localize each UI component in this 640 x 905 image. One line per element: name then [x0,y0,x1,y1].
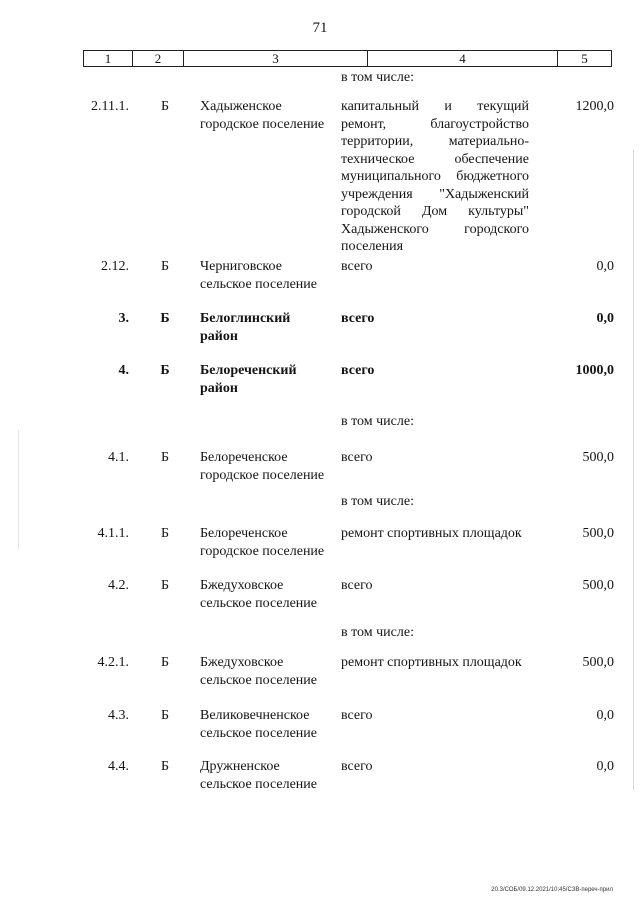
header-col-4: 4 [368,51,558,66]
footer-code: 20.3/СОБ/09.12.2021/10:45/СЗВ-переч-прил [491,887,613,893]
row-amount: 500,0 [582,526,614,541]
row-name: Дружненское сельское поселение [200,759,317,792]
row-type: Б [160,99,170,114]
row-type: Б [160,759,170,774]
row-amount: 1200,0 [575,99,614,114]
row-purpose: всего [341,363,375,378]
row-name: Хадыженское городское поселение [200,99,325,132]
row-purpose: ремонт спортивных площадок [341,526,522,541]
row-number: 4.3. [108,708,129,723]
row-number: 4.2. [108,578,129,593]
row-name: Черниговское сельское поселение [200,259,317,292]
row-amount: 0,0 [596,759,614,774]
row-number: 4.1. [108,450,129,465]
row-name: Бжедуховское сельское поселение [200,655,317,688]
row-type: Б [160,578,170,593]
row-purpose: всего [341,578,373,593]
row-purpose: капитальный и текущий ремонт, благоустройство территории, материально-техническое обеспечение муниципального бюджетного учреждения "Хадыженский городской Дом культуры" Хадыженского городского поселения [341,99,529,254]
row-name: Великовечненское сельское поселение [200,708,317,741]
row-amount: 500,0 [582,655,614,670]
row-type: Б [160,708,170,723]
row-type: Б [160,259,170,274]
row-purpose: всего [341,708,373,723]
including-label: в том числе: [341,625,414,640]
row-purpose: ремонт спортивных площадок [341,655,522,670]
including-label: в том числе: [341,414,414,429]
header-col-3: 3 [184,51,368,66]
including-label: в том числе: [341,494,414,509]
row-type: Б [160,450,170,465]
row-number: 4.1.1. [97,526,129,541]
scan-edge-line [18,430,19,550]
row-type: Б [160,655,170,670]
row-purpose: всего [341,759,373,774]
row-name: Бжедуховское сельское поселение [200,578,317,611]
scan-edge-line [633,150,634,790]
row-amount: 500,0 [582,578,614,593]
row-amount: 1000,0 [575,363,614,378]
row-type: Б [160,311,170,326]
row-type: Б [160,526,170,541]
row-number: 2.12. [101,259,129,274]
table-header [83,50,612,67]
including-label: в том числе: [341,70,414,85]
header-col-5: 5 [581,51,588,66]
row-amount: 0,0 [596,259,614,274]
header-col-1: 1 [84,51,133,66]
row-purpose: всего [341,450,373,465]
row-number: 2.11.1. [91,99,129,114]
row-number: 4.2.1. [97,655,129,670]
row-name: Белоглинский район [200,311,291,344]
page-number: 71 [312,20,328,36]
row-name: Белореченское городское поселение [200,450,325,483]
row-name: Белореченское городское поселение [200,526,325,559]
row-purpose: всего [341,259,373,274]
row-type: Б [160,363,170,378]
row-number: 3. [118,311,129,326]
row-amount: 0,0 [596,708,614,723]
row-name: Белореченский район [200,363,297,396]
row-purpose: всего [341,311,375,326]
header-col-2: 2 [133,51,184,66]
row-amount: 0,0 [596,311,614,326]
row-amount: 500,0 [582,450,614,465]
row-number: 4. [118,363,129,378]
row-number: 4.4. [108,759,129,774]
